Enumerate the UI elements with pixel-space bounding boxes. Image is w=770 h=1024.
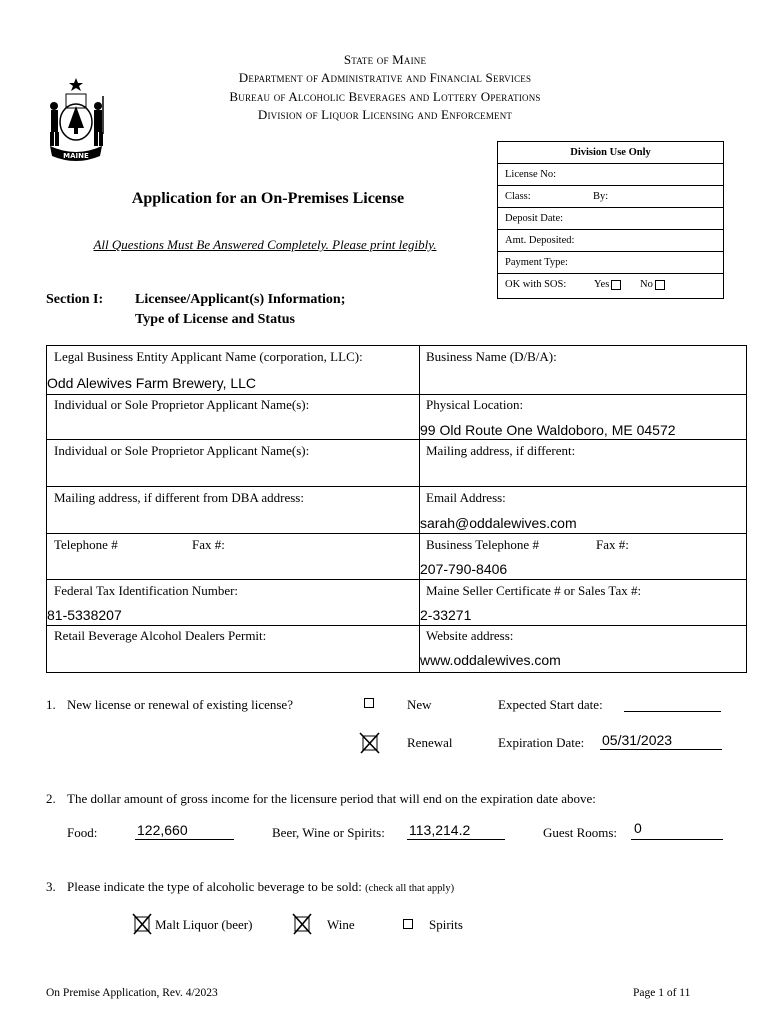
renewal-checkbox[interactable] [359,732,381,754]
food-value: 122,660 [137,822,188,838]
start-date-label: Expected Start date: [498,697,603,712]
physical-location-label: Physical Location: [426,397,524,412]
expiration-date-value: 05/31/2023 [602,732,673,748]
wine-checkbox[interactable] [291,913,313,935]
row-divider [47,533,746,534]
email-field[interactable]: sarah@oddalewives.com [420,515,577,531]
q2-number: 2. [46,791,56,806]
division-heading: Division Use Only [498,142,723,164]
payment-type-field: Payment Type: [498,252,723,274]
malt-liquor-checkbox[interactable] [131,913,153,935]
section-number: Section I: [46,292,104,307]
physical-location-field[interactable]: 99 Old Route One Waldoboro, ME 04572 [420,422,676,438]
amt-deposited-field: Amt. Deposited: [498,230,723,252]
food-field[interactable] [135,839,234,840]
maine-seal-icon [44,76,108,164]
expiration-date-field[interactable] [600,749,722,750]
business-telephone-label: Business Telephone # [426,537,539,552]
mailing-dba-label: Mailing address, if different from DBA address: [54,490,304,505]
q1-text: New license or renewal of existing license? [67,697,293,712]
wine-label: Wine [327,917,355,932]
website-field[interactable]: www.oddalewives.com [420,652,561,668]
start-date-field[interactable] [624,711,721,712]
q1-number: 1. [46,697,56,712]
mailing-address-label: Mailing address, if different: [426,443,576,458]
deposit-date-field: Deposit Date: [498,208,723,230]
sos-yes-checkbox[interactable] [611,280,621,290]
ok-sos-field: OK with SOS: Yes No [498,274,723,296]
row-divider [47,486,746,487]
header-state: State of Maine [343,52,427,67]
q3-number: 3. [46,879,56,894]
division-use-only-box [497,141,724,299]
individual-name-label-2: Individual or Sole Proprietor Applicant Name(s): [54,443,310,458]
header-bureau: Bureau of Alcoholic Beverages and Lottery Operations [229,89,541,104]
federal-tax-label: Federal Tax Identification Number: [54,583,239,598]
business-name-label: Business Name (D/B/A): [426,349,557,364]
spirits-checkbox[interactable] [403,919,413,929]
business-telephone-field[interactable]: 207-790-8406 [420,561,508,577]
new-label: New [407,697,432,712]
seller-certificate-label: Maine Seller Certificate # or Sales Tax #: [426,583,642,598]
individual-name-label: Individual or Sole Proprietor Applicant Name(s): [54,397,310,412]
page-title: Application for an On-Premises License [131,190,405,207]
renewal-label: Renewal [407,735,453,750]
footer-form-id: On Premise Application, Rev. 4/2023 [46,987,218,999]
row-divider [47,439,746,440]
website-label: Website address: [426,628,514,643]
beer-wine-spirits-field[interactable] [407,839,505,840]
q3-question: Please indicate the type of alcoholic beverage to be sold: [67,879,362,894]
beer-wine-spirits-value: 113,214.2 [409,822,471,838]
federal-tax-field[interactable]: 81-5338207 [47,607,122,623]
seal-text: MAINE [63,152,89,160]
q3-hint: (check all that apply) [365,883,455,894]
class-field: Class: By: [498,186,723,208]
section-title-line1: Licensee/Applicant(s) Information; [135,292,346,307]
legal-name-label: Legal Business Entity Applicant Name (corporation, LLC): [54,349,363,364]
section-title-line2: Type of License and Status [135,312,295,327]
applicant-info-table [46,345,747,673]
business-fax-label: Fax #: [596,537,629,552]
expiration-date-label: Expiration Date: [498,735,585,750]
q3-text [67,879,454,895]
retail-permit-label: Retail Beverage Alcohol Dealers Permit: [54,628,267,643]
footer-page-number: Page 1 of 11 [633,987,691,999]
food-label: Food: [67,825,98,840]
sos-yes: Yes [594,274,621,296]
legal-name-field[interactable]: Odd Alewives Farm Brewery, LLC [47,375,257,391]
row-divider [47,394,746,395]
by-label: By: [593,191,609,202]
new-license-checkbox[interactable] [364,698,374,708]
email-label: Email Address: [426,490,506,505]
malt-liquor-label: Malt Liquor (beer) [155,917,253,932]
telephone-label: Telephone # [54,537,118,552]
beer-wine-spirits-label: Beer, Wine or Spirits: [272,825,385,840]
guest-rooms-value: 0 [634,820,642,836]
guest-rooms-label: Guest Rooms: [543,825,618,840]
instructions: All Questions Must Be Answered Completely. Please print legibly. [93,237,437,252]
seller-certificate-field[interactable]: 2-33271 [420,607,472,623]
sos-no: No [640,274,665,296]
sos-no-checkbox[interactable] [655,280,665,290]
license-no-field: License No: [498,164,723,186]
guest-rooms-field[interactable] [631,839,723,840]
header-department: Department of Administrative and Financial Services [238,70,532,85]
spirits-label: Spirits [429,917,463,932]
row-divider [47,625,746,626]
row-divider [47,579,746,580]
q2-text: The dollar amount of gross income for the licensure period that will end on the expiration date above: [67,791,596,806]
header-division: Division of Liquor Licensing and Enforcement [257,107,513,122]
fax-label: Fax #: [192,537,225,552]
